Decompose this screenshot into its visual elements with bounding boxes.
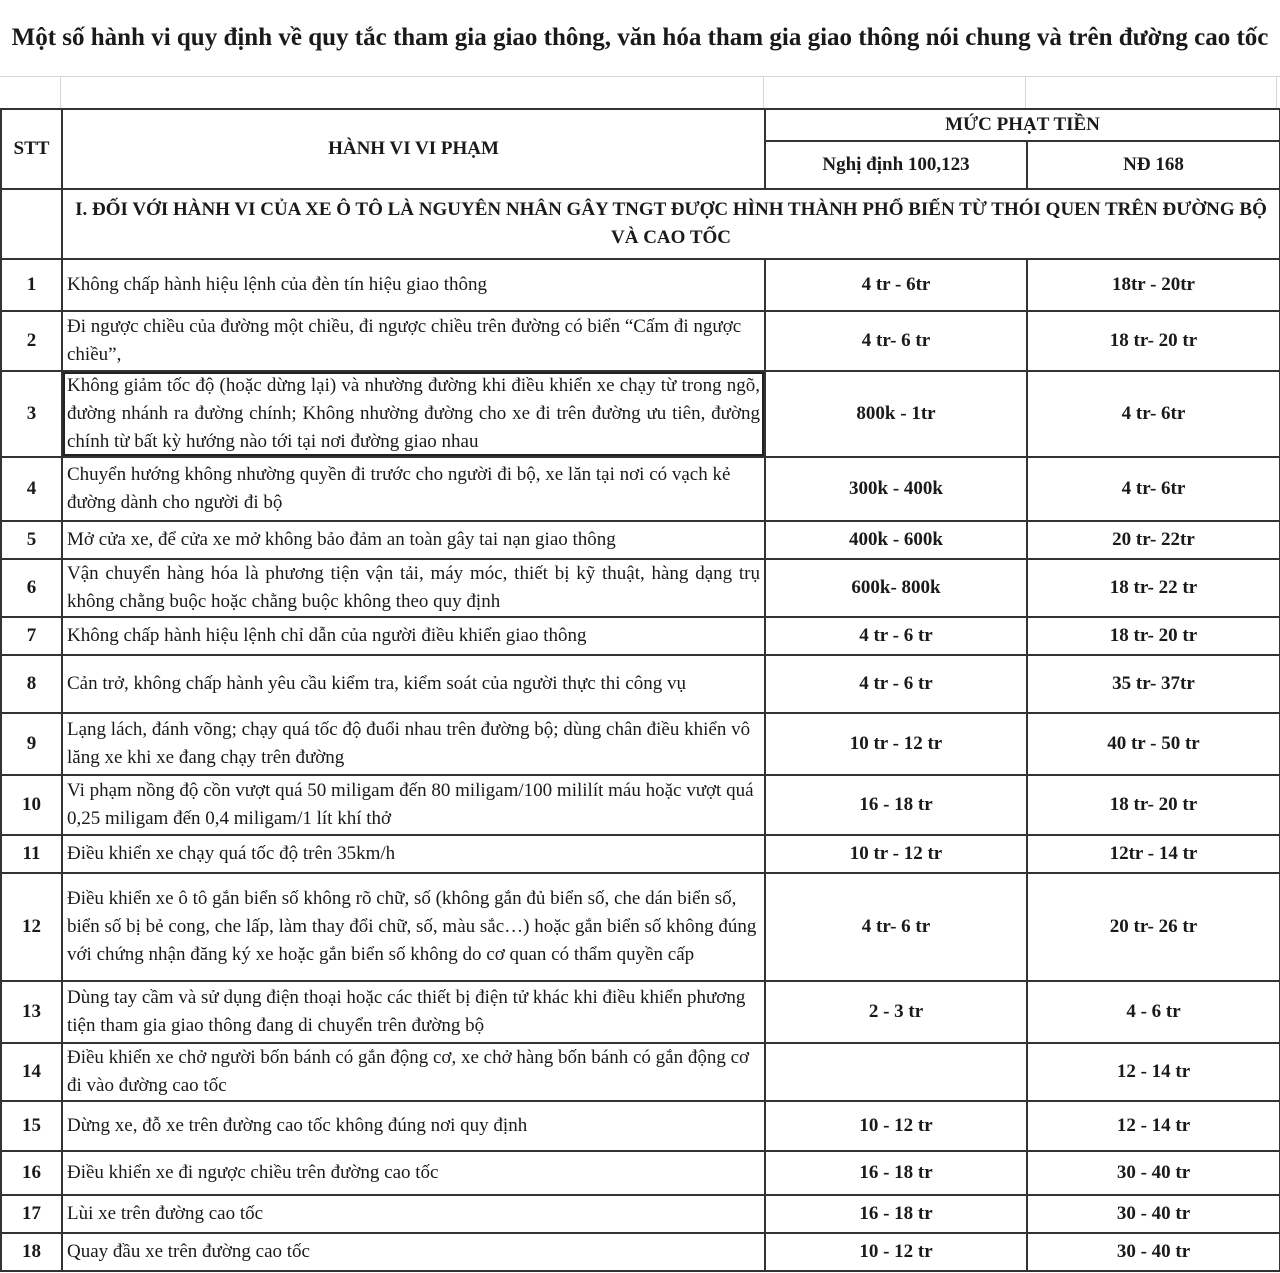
table-row: [1, 775, 1280, 835]
section-stt-cell: [1, 189, 62, 259]
row-stt: 16: [1, 1151, 62, 1195]
row-fine-new: 18tr - 20tr: [1027, 259, 1280, 311]
row-stt: 12: [1, 873, 62, 981]
table-row: [1, 1151, 1280, 1195]
row-violation: Vận chuyển hàng hóa là phương tiện vận tải, máy móc, thiết bị kỹ thuật, hàng dạng trụ không chằng buộc hoặc chằng buộc không theo quy định: [62, 559, 765, 617]
table-row: [1, 457, 1280, 521]
row-fine-old: 10 - 12 tr: [765, 1233, 1027, 1271]
row-fine-new: 12 - 14 tr: [1027, 1043, 1280, 1101]
row-violation: Vi phạm nồng độ cồn vượt quá 50 miligam đến 80 miligam/100 mililít máu hoặc vượt quá 0,25 miligam đến 0,4 miligam/1 lít khí thở: [62, 775, 765, 835]
row-fine-new: 30 - 40 tr: [1027, 1195, 1280, 1233]
row-violation: Dùng tay cầm và sử dụng điện thoại hoặc các thiết bị điện tử khác khi điều khiển phương tiện tham gia giao thông đang di chuyển trên đường bộ: [62, 981, 765, 1043]
row-fine-old: 600k- 800k: [765, 559, 1027, 617]
row-fine-new: 18 tr- 20 tr: [1027, 311, 1280, 371]
row-fine-old: 10 - 12 tr: [765, 1101, 1027, 1151]
row-stt: 7: [1, 617, 62, 655]
row-violation: Cản trở, không chấp hành yêu cầu kiểm tra, kiểm soát của người thực thi công vụ: [62, 655, 765, 713]
row-fine-old: 2 - 3 tr: [765, 981, 1027, 1043]
row-violation: Không chấp hành hiệu lệnh chỉ dẫn của người điều khiển giao thông: [62, 617, 765, 655]
row-fine-new: 40 tr - 50 tr: [1027, 713, 1280, 775]
table-row: [1, 1233, 1280, 1271]
row-fine-old: 4 tr - 6 tr: [765, 617, 1027, 655]
section-heading: I. ĐỐI VỚI HÀNH VI CỦA XE Ô TÔ LÀ NGUYÊN NHÂN GÂY TNGT ĐƯỢC HÌNH THÀNH PHỔ BIẾN TỪ THÓI QUEN TRÊN ĐƯỜNG BỘ VÀ CAO TỐC: [62, 189, 1280, 259]
row-stt: 18: [1, 1233, 62, 1271]
table-row: [1, 873, 1280, 981]
row-fine-old: 4 tr- 6 tr: [765, 873, 1027, 981]
row-fine-old: 4 tr- 6 tr: [765, 311, 1027, 371]
row-violation: Điều khiển xe chở người bốn bánh có gắn động cơ, xe chở hàng bốn bánh có gắn động cơ đi vào đường cao tốc: [62, 1043, 765, 1101]
row-stt: 11: [1, 835, 62, 873]
row-fine-new: 18 tr- 22 tr: [1027, 559, 1280, 617]
row-stt: 5: [1, 521, 62, 559]
row-violation: Lùi xe trên đường cao tốc: [62, 1195, 765, 1233]
table-row: [1, 371, 1280, 457]
row-violation: Điều khiển xe chạy quá tốc độ trên 35km/h: [62, 835, 765, 873]
row-fine-new: 30 - 40 tr: [1027, 1233, 1280, 1271]
row-stt: 4: [1, 457, 62, 521]
row-fine-old: 10 tr - 12 tr: [765, 713, 1027, 775]
row-fine-new: 18 tr- 20 tr: [1027, 617, 1280, 655]
row-fine-new: 4 tr- 6tr: [1027, 371, 1280, 457]
row-violation: Điều khiển xe đi ngược chiều trên đường cao tốc: [62, 1151, 765, 1195]
row-fine-old: 16 - 18 tr: [765, 1195, 1027, 1233]
row-fine-old: 300k - 400k: [765, 457, 1027, 521]
row-fine-old: [765, 1043, 1027, 1101]
row-stt: 17: [1, 1195, 62, 1233]
table-row: [1, 311, 1280, 371]
row-stt: 10: [1, 775, 62, 835]
row-fine-new: 30 - 40 tr: [1027, 1151, 1280, 1195]
row-violation: Điều khiển xe ô tô gắn biển số không rõ chữ, số (không gắn đủ biển số, che dán biển số, biển số bị bẻ cong, che lấp, làm thay đổi chữ, số, màu sắc…) hoặc gắn biển số không đúng với chứng nhận đăng ký xe hoặc gắn biển số không do cơ quan có thẩm quyền cấp: [62, 873, 765, 981]
row-stt: 13: [1, 981, 62, 1043]
row-fine-old: 16 - 18 tr: [765, 1151, 1027, 1195]
header-violation: HÀNH VI VI PHẠM: [62, 109, 765, 189]
row-fine-new: 20 tr- 22tr: [1027, 521, 1280, 559]
row-fine-old: 400k - 600k: [765, 521, 1027, 559]
row-fine-new: 12 - 14 tr: [1027, 1101, 1280, 1151]
header-fine: MỨC PHẠT TIỀN: [765, 109, 1280, 141]
table-row: [1, 1195, 1280, 1233]
row-violation: Lạng lách, đánh võng; chạy quá tốc độ đuổi nhau trên đường bộ; dùng chân điều khiển vô lăng xe khi xe đang chạy trên đường: [62, 713, 765, 775]
table-row: [1, 981, 1280, 1043]
table-row: [1, 617, 1280, 655]
row-stt: 3: [1, 371, 62, 457]
row-fine-new: 18 tr- 20 tr: [1027, 775, 1280, 835]
row-violation: Mở cửa xe, để cửa xe mở không bảo đảm an toàn gây tai nạn giao thông: [62, 521, 765, 559]
row-fine-new: 35 tr- 37tr: [1027, 655, 1280, 713]
row-fine-old: 10 tr - 12 tr: [765, 835, 1027, 873]
row-stt: 9: [1, 713, 62, 775]
empty-spacer-row: [0, 76, 1280, 109]
row-fine-new: 4 - 6 tr: [1027, 981, 1280, 1043]
row-stt: 1: [1, 259, 62, 311]
table-row: [1, 655, 1280, 713]
row-violation: Không chấp hành hiệu lệnh của đèn tín hiệu giao thông: [62, 259, 765, 311]
row-fine-old: 16 - 18 tr: [765, 775, 1027, 835]
row-fine-old: 4 tr - 6tr: [765, 259, 1027, 311]
row-fine-new: 20 tr- 26 tr: [1027, 873, 1280, 981]
row-stt: 6: [1, 559, 62, 617]
page-title: Một số hành vi quy định về quy tắc tham gia giao thông, văn hóa tham gia giao thông nói chung và trên đường cao tốc: [11, 24, 1269, 51]
table-row: [1, 1101, 1280, 1151]
fines-table: [0, 108, 1280, 1272]
row-violation: Chuyển hướng không nhường quyền đi trước cho người đi bộ, xe lăn tại nơi có vạch kẻ đường dành cho người đi bộ: [62, 457, 765, 521]
header-decree-old: Nghị định 100,123: [765, 141, 1027, 189]
header-stt: STT: [1, 109, 62, 189]
row-fine-old: 4 tr - 6 tr: [765, 655, 1027, 713]
row-violation: Đi ngược chiều của đường một chiều, đi ngược chiều trên đường có biển “Cấm đi ngược chiều”,: [62, 311, 765, 371]
table-row: [1, 259, 1280, 311]
header-decree-new: NĐ 168: [1027, 141, 1280, 189]
row-violation: Dừng xe, đỗ xe trên đường cao tốc không đúng nơi quy định: [62, 1101, 765, 1151]
row-stt: 2: [1, 311, 62, 371]
row-fine-old: 800k - 1tr: [765, 371, 1027, 457]
row-stt: 14: [1, 1043, 62, 1101]
table-row: [1, 521, 1280, 559]
table-row: [1, 559, 1280, 617]
row-fine-new: 12tr - 14 tr: [1027, 835, 1280, 873]
row-stt: 8: [1, 655, 62, 713]
row-stt: 15: [1, 1101, 62, 1151]
table-row: [1, 835, 1280, 873]
table-row: [1, 1043, 1280, 1101]
row-violation: Quay đầu xe trên đường cao tốc: [62, 1233, 765, 1271]
row-fine-new: 4 tr- 6tr: [1027, 457, 1280, 521]
table-row: [1, 713, 1280, 775]
row-violation: Không giảm tốc độ (hoặc dừng lại) và nhường đường khi điều khiển xe chạy từ trong ngõ, đường nhánh ra đường chính; Không nhường đường cho xe đi trên đường ưu tiên, đường chính từ bất kỳ hướng nào tới tại nơi đường giao nhau: [62, 371, 765, 457]
